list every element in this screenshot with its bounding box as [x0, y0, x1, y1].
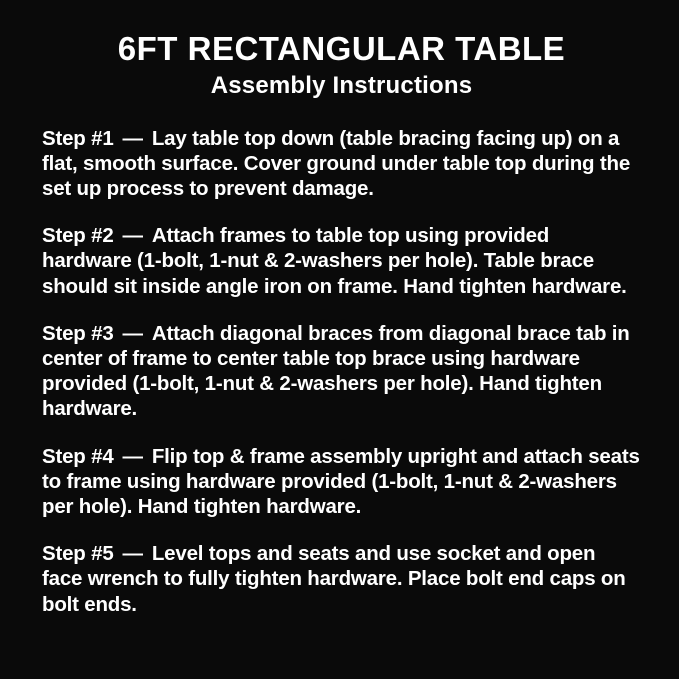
step-1-label: Step #1	[42, 126, 114, 150]
step-2	[42, 223, 641, 299]
step-5-dash: —	[122, 542, 143, 566]
step-5-text: Level tops and seats and use socket and open face wrench to fully tighten hardware. Place bolt end caps on bolt ends.	[42, 542, 626, 616]
step-3-text: Attach diagonal braces from diagonal brace tab in center of frame to center table top brace using hardware provided (1-bolt, 1-nut & 2-washers per hole). Hand tighten hardware.	[42, 321, 630, 421]
step-4-text: Flip top & frame assembly upright and attach seats to frame using hardware provided (1-bolt, 1-nut & 2-washers per hole). Hand tighten hardware.	[42, 444, 640, 518]
page-subtitle: Assembly Instructions	[210, 71, 473, 99]
step-4-dash: —	[122, 444, 143, 468]
step-1	[42, 126, 641, 202]
step-4	[42, 444, 641, 520]
step-2-label: Step #2	[42, 224, 114, 248]
step-1-dash: —	[122, 126, 143, 150]
page-title: 6FT RECTANGULAR TABLE	[117, 30, 566, 67]
step-5	[42, 541, 641, 617]
step-2-text: Attach frames to table top using provided hardware (1-bolt, 1-nut & 2-washers per hole). Table brace should sit inside angle iron on frame. Hand tighten hardware.	[42, 224, 627, 298]
step-4-label: Step #4	[42, 444, 114, 468]
step-2-dash: —	[122, 224, 143, 248]
step-5-label: Step #5	[42, 542, 114, 566]
step-3-label: Step #3	[42, 321, 114, 345]
step-3	[42, 321, 641, 422]
step-1-text: Lay table top down (table bracing facing up) on a flat, smooth surface. Cover ground under table top during the set up process to prevent damage.	[42, 126, 631, 200]
steps-list	[42, 126, 641, 617]
step-3-dash: —	[122, 321, 143, 345]
